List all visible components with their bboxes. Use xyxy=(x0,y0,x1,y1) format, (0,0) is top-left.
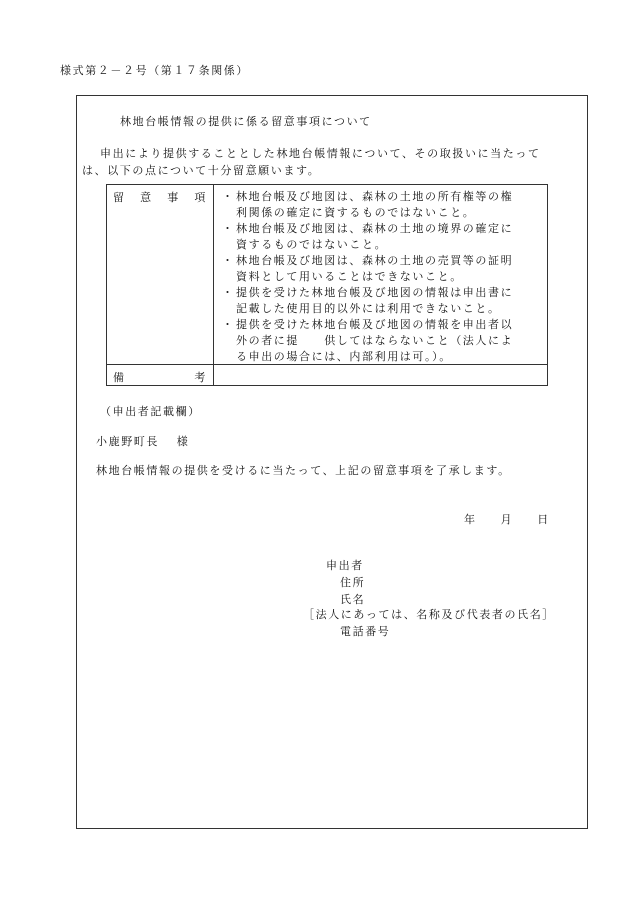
note-line: 林地台帳及び地図は、森林の土地の所有権等の権 xyxy=(236,190,514,203)
remarks-field[interactable] xyxy=(214,365,548,386)
bullet: ・ xyxy=(222,254,235,267)
document-title: 林地台帳情報の提供に係る留意事項について xyxy=(120,115,372,128)
notes-content-cell xyxy=(214,185,548,365)
consent-statement: 林地台帳情報の提供を受けるに当たって、上記の留意事項を了承します。 xyxy=(96,464,511,477)
note-item xyxy=(214,253,547,285)
notes-header-char: 事 xyxy=(167,191,180,204)
note-line: 林地台帳及び地図は、森林の土地の売買等の証明 xyxy=(236,254,514,267)
notes-header-char: 項 xyxy=(194,191,207,204)
date-month-label: 月 xyxy=(500,513,514,526)
remarks-header-char: 備 xyxy=(113,371,126,384)
date-year-label: 年 xyxy=(464,513,477,526)
date-line xyxy=(464,511,550,527)
remarks-header xyxy=(107,365,213,385)
note-item xyxy=(214,317,547,365)
note-item xyxy=(214,221,547,253)
recipient-line: 小鹿野町長 様 xyxy=(96,435,190,448)
note-line: 林地台帳及び地図は、森林の土地の境界の確定に xyxy=(236,222,514,235)
note-line: 外の者に提 供してはならないこと（法人によ xyxy=(236,334,514,347)
remarks-header-char: 考 xyxy=(194,371,207,384)
notes-table xyxy=(106,184,548,386)
notes-header-char: 留 xyxy=(113,191,126,204)
notes-row xyxy=(107,185,548,365)
bullet: ・ xyxy=(222,318,235,331)
note-line: 記載した使用目的以外には利用できないこと。 xyxy=(236,302,501,315)
remarks-row xyxy=(107,365,548,386)
bullet: ・ xyxy=(222,222,235,235)
note-line: る申出の場合には、内部利用は可。）。 xyxy=(236,350,452,363)
intro-line-1: 申出により提供することとした林地台帳情報について、その取扱いに当たって xyxy=(100,147,541,160)
applicant-label: 申出者 xyxy=(326,559,364,572)
note-line: 資料として用いることはできないこと。 xyxy=(236,270,463,283)
form-number-label: 様式第２－２号（第１７条関係） xyxy=(60,64,249,77)
corporate-note: ［法人にあっては、名称及び代表者の氏名］ xyxy=(303,608,555,621)
note-line: 資するものではないこと。 xyxy=(236,238,388,251)
intro-line-2: は、以下の点について十分留意願います。 xyxy=(82,164,321,177)
notes-header-cell xyxy=(107,185,214,365)
address-label: 住所 xyxy=(340,576,366,589)
note-line: 利関係の確定に資するものではないこと。 xyxy=(236,206,476,219)
note-item xyxy=(214,189,547,221)
date-day-label: 日 xyxy=(537,513,550,526)
notes-header xyxy=(107,185,213,205)
name-label: 氏名 xyxy=(340,593,366,606)
remarks-header-cell xyxy=(107,365,214,386)
notes-header-char: 意 xyxy=(140,191,153,204)
bullet: ・ xyxy=(222,286,235,299)
note-item xyxy=(214,285,547,317)
bullet: ・ xyxy=(222,190,235,203)
note-line: 提供を受けた林地台帳及び地図の情報は申出書に xyxy=(236,286,514,299)
applicant-section-label: （申出者記載欄） xyxy=(100,405,201,418)
note-line: 提供を受けた林地台帳及び地図の情報を申出者以 xyxy=(236,318,514,331)
phone-label: 電話番号 xyxy=(340,625,391,638)
notes-list xyxy=(214,185,547,364)
